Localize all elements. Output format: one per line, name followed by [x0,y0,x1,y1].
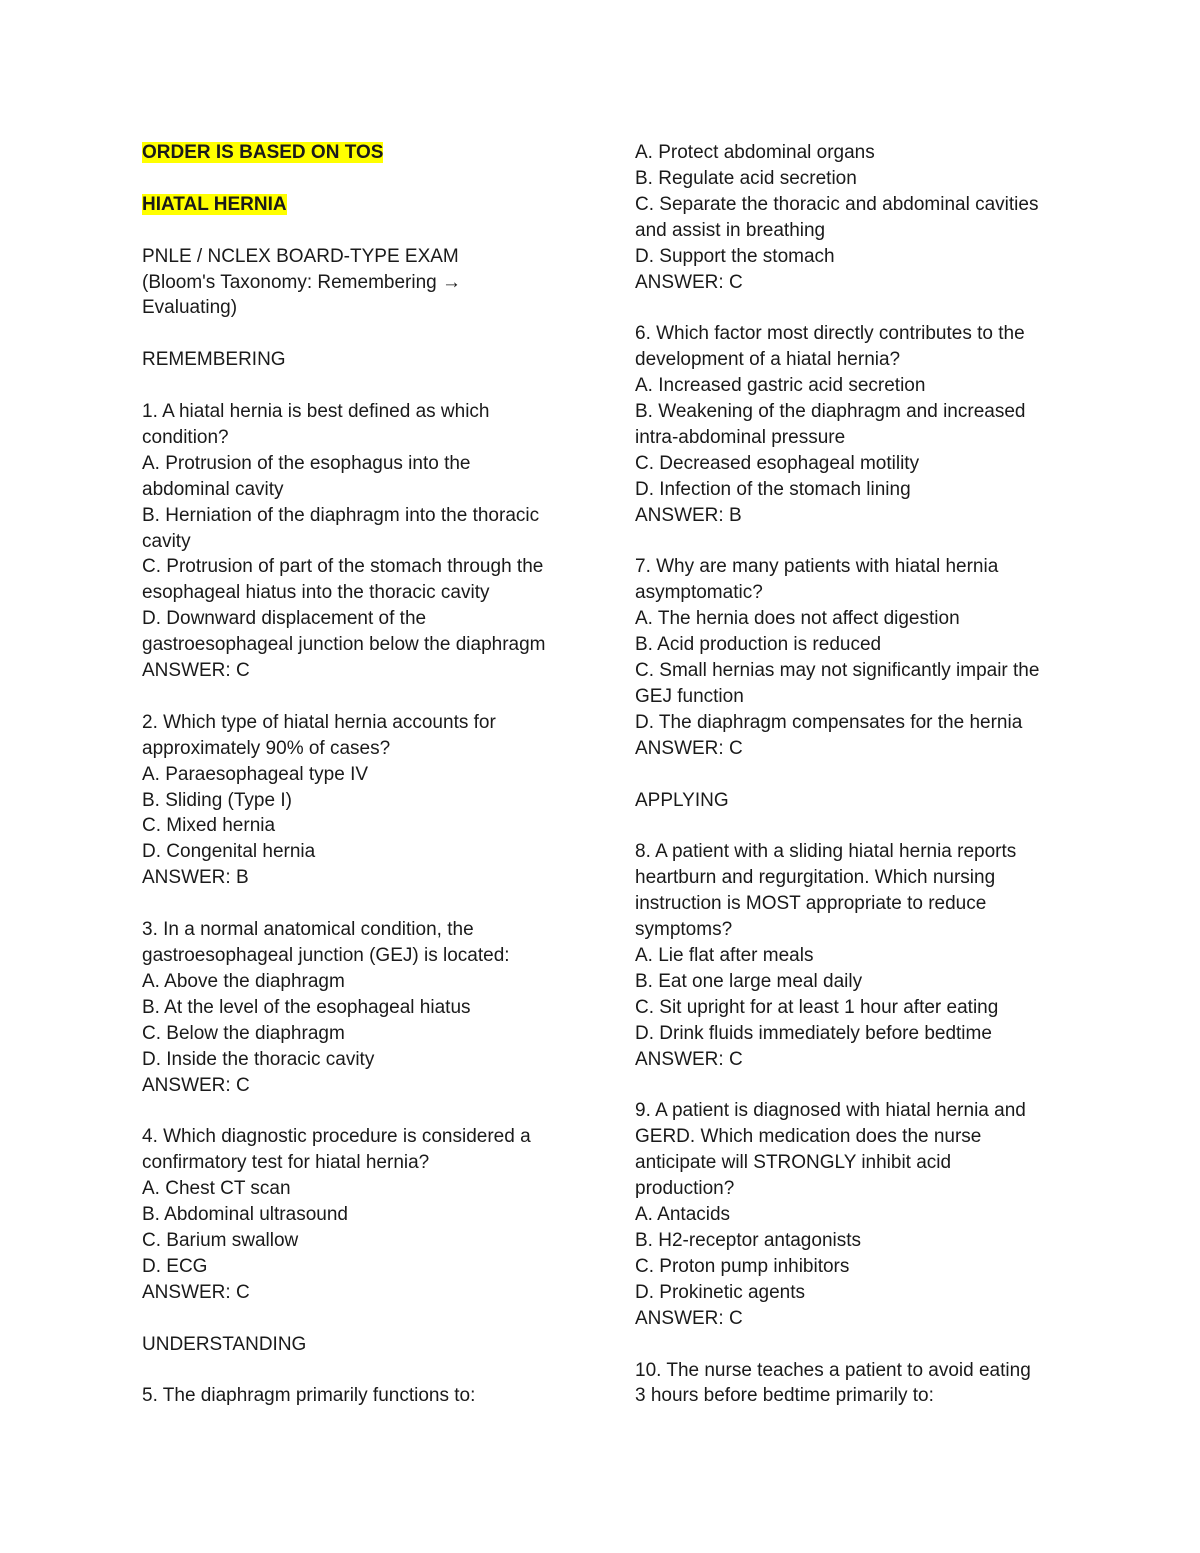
answer: ANSWER: C [142,660,250,682]
section-remembering: REMEMBERING [142,349,286,371]
section-applying: APPLYING [635,789,729,811]
option-d: D. Infection of the stomach lining [635,478,911,500]
option-c: C. Decreased esophageal motility [635,452,920,474]
exam-type: PNLE / NCLEX BOARD-TYPE EXAM [142,245,459,267]
question-stem: approximately 90% of cases? [142,737,391,759]
option-d: D. ECG [142,1255,208,1277]
option-a: A. Above the diaphragm [142,970,345,992]
question-5-options [635,140,1075,295]
question-stem: 9. A patient is diagnosed with hiatal hernia and [635,1100,1026,1122]
question-1 [142,399,582,684]
question-10 [635,1358,1075,1410]
option-b: B. Acid production is reduced [635,634,882,656]
answer: ANSWER: C [635,737,743,759]
taxonomy-line-2: Evaluating) [142,297,238,319]
option-d: D. Inside the thoracic cavity [142,1048,375,1070]
option-c: C. Barium swallow [142,1229,299,1251]
order-note [142,140,582,166]
option-b: B. At the level of the esophageal hiatus [142,996,471,1018]
question-stem: 7. Why are many patients with hiatal hernia [635,556,999,578]
option-a: A. The hernia does not affect digestion [635,608,960,630]
option-a: A. Lie flat after meals [635,945,814,967]
answer: ANSWER: C [142,1074,250,1096]
right-column [635,140,1075,1409]
answer: ANSWER: C [142,1281,250,1303]
left-column [142,140,582,1409]
option-a: A. Protect abdominal organs [635,142,875,163]
question-stem: condition? [142,426,229,448]
question-stem: gastroesophageal junction (GEJ) is located: [142,945,510,966]
option-c: GEJ function [635,686,744,707]
option-d: D. Drink fluids immediately before bedtime [635,1022,992,1044]
answer: ANSWER: B [142,867,249,889]
question-stem: heartburn and regurgitation. Which nursing [635,867,996,889]
option-d: D. Support the stomach [635,245,835,267]
taxonomy-line-1: (Bloom's Taxonomy: Remembering → [142,271,462,293]
question-stem: production? [635,1178,735,1200]
option-b: B. Weakening of the diaphragm and increased [635,401,1026,423]
option-c: C. Protrusion of part of the stomach through the [142,556,544,578]
question-8 [635,839,1075,1072]
question-4 [142,1124,582,1305]
question-stem: 6. Which factor most directly contributes to the [635,323,1025,345]
question-stem: 10. The nurse teaches a patient to avoid eating [635,1359,1031,1381]
option-a: A. Increased gastric acid secretion [635,375,926,397]
option-a: A. Paraesophageal type IV [142,763,369,785]
option-b: cavity [142,530,191,552]
question-stem: 1. A hiatal hernia is best defined as which [142,401,490,422]
topic-title-highlight: HIATAL HERNIA [142,193,287,215]
question-9 [635,1098,1075,1331]
topic-title [142,192,582,218]
question-6 [635,321,1075,528]
answer: ANSWER: C [635,271,743,293]
question-stem: 2. Which type of hiatal hernia accounts for [142,711,496,733]
question-7 [635,554,1075,761]
question-stem: 4. Which diagnostic procedure is considered a [142,1126,531,1148]
option-b: intra-abdominal pressure [635,426,846,448]
option-c: and assist in breathing [635,219,826,241]
option-a: A. Protrusion of the esophagus into the [142,452,471,474]
option-d: gastroesophageal junction below the diaphragm [142,634,546,656]
option-a: abdominal cavity [142,478,284,500]
question-stem: confirmatory test for hiatal hernia? [142,1152,430,1174]
option-b: B. Regulate acid secretion [635,167,857,189]
option-a: A. Chest CT scan [142,1178,291,1200]
option-b: B. Abdominal ultrasound [142,1204,348,1226]
option-b: B. H2-receptor antagonists [635,1229,862,1251]
question-3 [142,917,582,1098]
answer: ANSWER: B [635,504,742,526]
option-d: D. Downward displacement of the [142,608,427,630]
option-c: C. Proton pump inhibitors [635,1255,850,1277]
option-b: B. Herniation of the diaphragm into the thoracic [142,504,540,526]
question-stem: 8. A patient with a sliding hiatal hernia reports [635,841,1017,863]
option-c: C. Separate the thoracic and abdominal cavities [635,193,1039,215]
question-stem: 3 hours before bedtime primarily to: [635,1385,934,1407]
order-note-highlight: ORDER IS BASED ON TOS [142,142,384,163]
question-stem: anticipate will STRONGLY inhibit acid [635,1152,952,1174]
section-understanding: UNDERSTANDING [142,1333,307,1355]
option-c: C. Mixed hernia [142,815,276,837]
answer: ANSWER: C [635,1048,743,1070]
option-a: A. Antacids [635,1204,731,1226]
option-b: B. Sliding (Type I) [142,789,292,811]
option-c: C. Small hernias may not significantly impair the [635,660,1040,682]
question-2 [142,710,582,891]
option-c: C. Sit upright for at least 1 hour after eating [635,996,999,1018]
question-stem: GERD. Which medication does the nurse [635,1126,982,1148]
question-stem: 3. In a normal anatomical condition, the [142,919,474,941]
option-c: C. Below the diaphragm [142,1022,345,1044]
question-stem: asymptomatic? [635,582,763,604]
question-5-stem: 5. The diaphragm primarily functions to: [142,1385,476,1407]
option-d: D. Prokinetic agents [635,1281,806,1303]
answer: ANSWER: C [635,1307,743,1329]
question-stem: symptoms? [635,919,733,941]
option-b: B. Eat one large meal daily [635,970,863,992]
question-stem: instruction is MOST appropriate to reduce [635,893,987,915]
option-d: D. Congenital hernia [142,841,316,863]
option-c: esophageal hiatus into the thoracic cavity [142,582,490,604]
question-stem: development of a hiatal hernia? [635,349,901,371]
option-d: D. The diaphragm compensates for the hernia [635,711,1023,733]
